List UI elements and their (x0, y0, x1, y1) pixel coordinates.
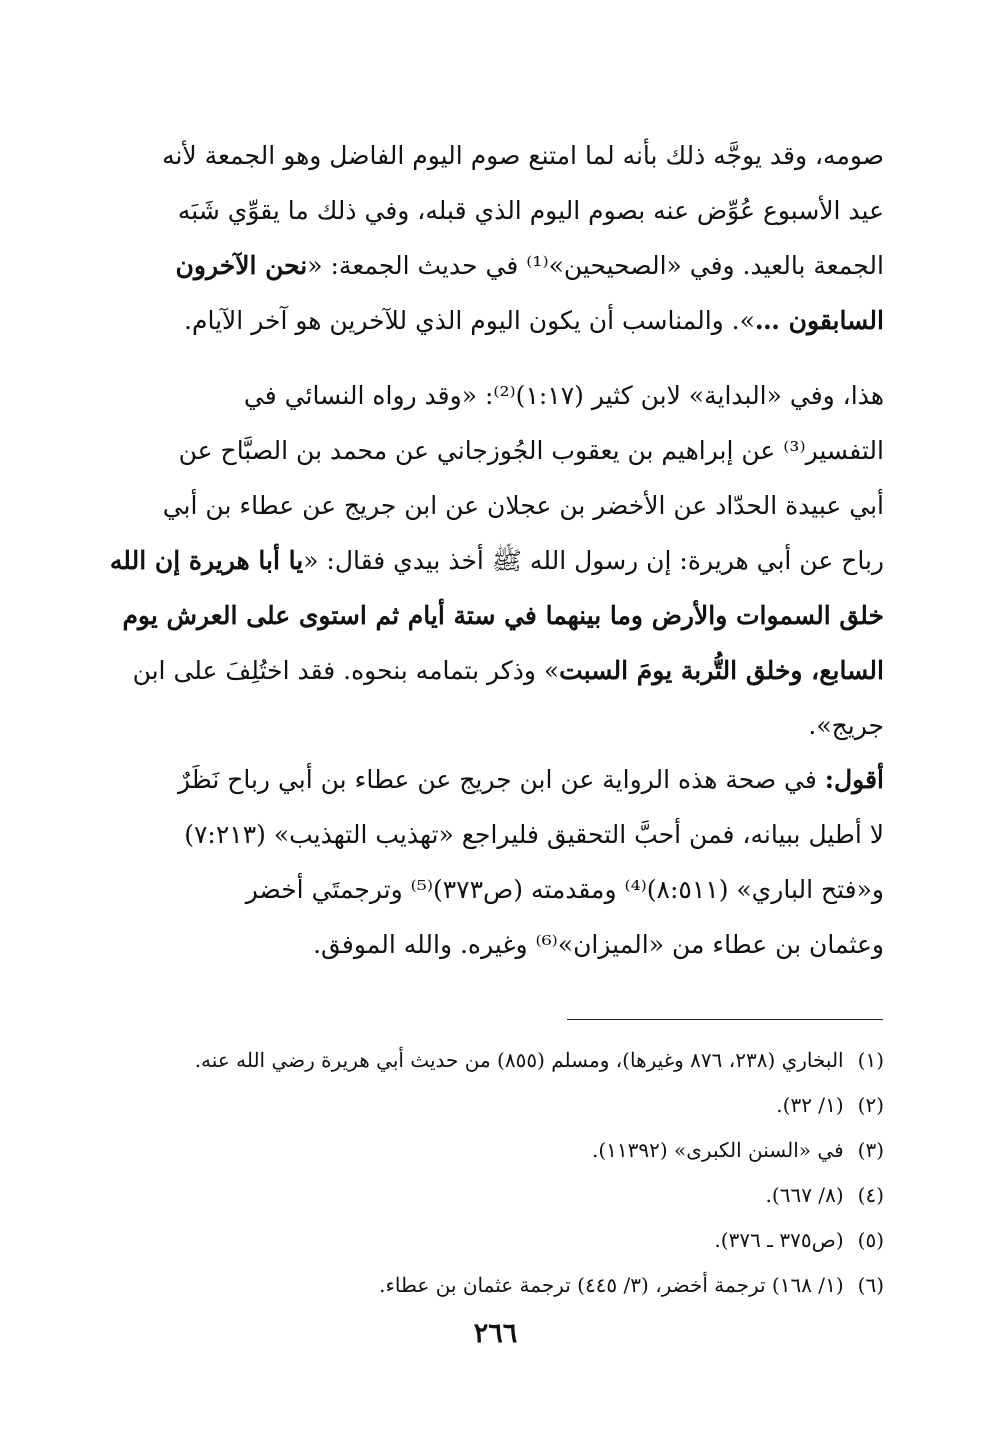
bold-text: أقول: (824, 765, 884, 794)
footnote (110, 1173, 884, 1218)
footnote-number: (٦) (857, 1273, 884, 1297)
text-line (104, 917, 884, 972)
footnote-text: (ص٣٧٥ ـ ٣٧٦). (714, 1228, 844, 1252)
footnote (110, 1038, 884, 1083)
footnote-text: (١/ ١٦٨) ترجمة أخضر، (٣/ ٤٤٥) ترجمة عثمان بن عطاء. (379, 1273, 844, 1297)
text-line (104, 807, 884, 862)
text-run: أبي عبيدة الحدّاد عن الأخضر بن عجلان عن ابن جريج عن عطاء بن أبي (162, 491, 884, 520)
text-line (104, 862, 884, 917)
footnote-text: (١/ ٣٢). (776, 1093, 844, 1117)
text-run: لا أطيل ببيانه، فمن أحبَّ التحقيق فليراجع «تهذيب التهذيب» (٧:٢١٣) (184, 820, 884, 849)
text-run: رباح عن أبي هريرة: إن رسول الله ﷺ أخذ بيدي فقال: « (303, 546, 884, 575)
footnote-text: في «السنن الكبرى» (١١٣٩٢). (591, 1138, 844, 1162)
footnote (110, 1083, 884, 1128)
text-line (104, 588, 884, 643)
paragraph-1 (104, 128, 884, 348)
footnote-number: (٢) (857, 1093, 884, 1117)
text-run: التفسير⁽³⁾ عن إبراهيم بن يعقوب الجُوزجاني عن محمد بن الصبَّاح عن (178, 436, 884, 465)
text-line (104, 128, 884, 183)
text-line (104, 368, 884, 423)
text-run: في صحة هذه الرواية عن ابن جريج عن عطاء بن أبي رباح نَظَرٌ (178, 765, 825, 794)
text-line (104, 238, 884, 293)
text-line (104, 478, 884, 533)
text-run: صومه، وقد يوجَّه ذلك بأنه لما امتنع صوم اليوم الفاضل وهو الجمعة لأنه (162, 141, 884, 170)
footnote-text: (٨/ ٦٦٧). (765, 1183, 844, 1207)
text-line (104, 752, 884, 807)
bold-text: نحن الآخرون (175, 251, 308, 280)
text-line (104, 643, 884, 698)
text-run: ». والمناسب أن يكون اليوم الذي للآخرين هو آخر الآيام. (184, 306, 755, 335)
footnote (110, 1263, 884, 1308)
bold-text: السابع، وخلق التُّربة يومَ السبت (559, 656, 884, 685)
footnote-number: (٤) (857, 1183, 884, 1207)
text-run: » وذكر بتمامه بنحوه. فقد اختُلِفَ على ابن (132, 656, 560, 685)
text-run: الجمعة بالعيد. وفي «الصحيحين»⁽¹⁾ في حديث الجمعة: « (307, 251, 884, 280)
footnote-number: (١) (857, 1048, 884, 1072)
footnote (110, 1128, 884, 1173)
text-run: وعثمان بن عطاء من «الميزان»⁽⁶⁾ وغيره. والله الموفق. (313, 930, 884, 959)
text-line (104, 183, 884, 238)
bold-text: يا أبا هريرة إن الله (109, 546, 304, 575)
footnote-number: (٥) (857, 1228, 884, 1252)
text-run: عيد الأسبوع عُوِّض عنه بصوم اليوم الذي قبله، وفي ذلك ما يقوِّي شَبَه (177, 196, 884, 225)
footnote (110, 1218, 884, 1263)
page-number: ٢٦٦ (473, 1318, 518, 1349)
footnote-text: البخاري (٢٣٨، ٨٧٦ وغيرها)، ومسلم (٨٥٥) من حديث أبي هريرة رضي الله عنه. (194, 1048, 844, 1072)
bold-text: خلق السموات والأرض وما بينهما في ستة أيام ثم استوى على العرش يوم (122, 601, 884, 630)
text-line (104, 698, 884, 753)
text-run: هذا، وفي «البداية» لابن كثير (١:١٧)⁽²⁾: «وقد رواه النسائي في (243, 381, 884, 410)
footnote-number: (٣) (857, 1138, 884, 1162)
text-line (104, 293, 884, 348)
text-line (104, 533, 884, 588)
text-run: و«فتح الباري» (٨:٥١١)⁽⁴⁾ ومقدمته (ص٣٧٣)⁽⁵⁾ وترجمتَي أخضر (245, 875, 884, 904)
footnotes (110, 1038, 884, 1308)
paragraph-2 (104, 368, 884, 753)
text-run: جريج». (808, 711, 884, 740)
bold-text: السابقون … (754, 306, 884, 335)
text-line (104, 423, 884, 478)
paragraph-3 (104, 752, 884, 972)
footnote-separator (567, 1019, 883, 1020)
